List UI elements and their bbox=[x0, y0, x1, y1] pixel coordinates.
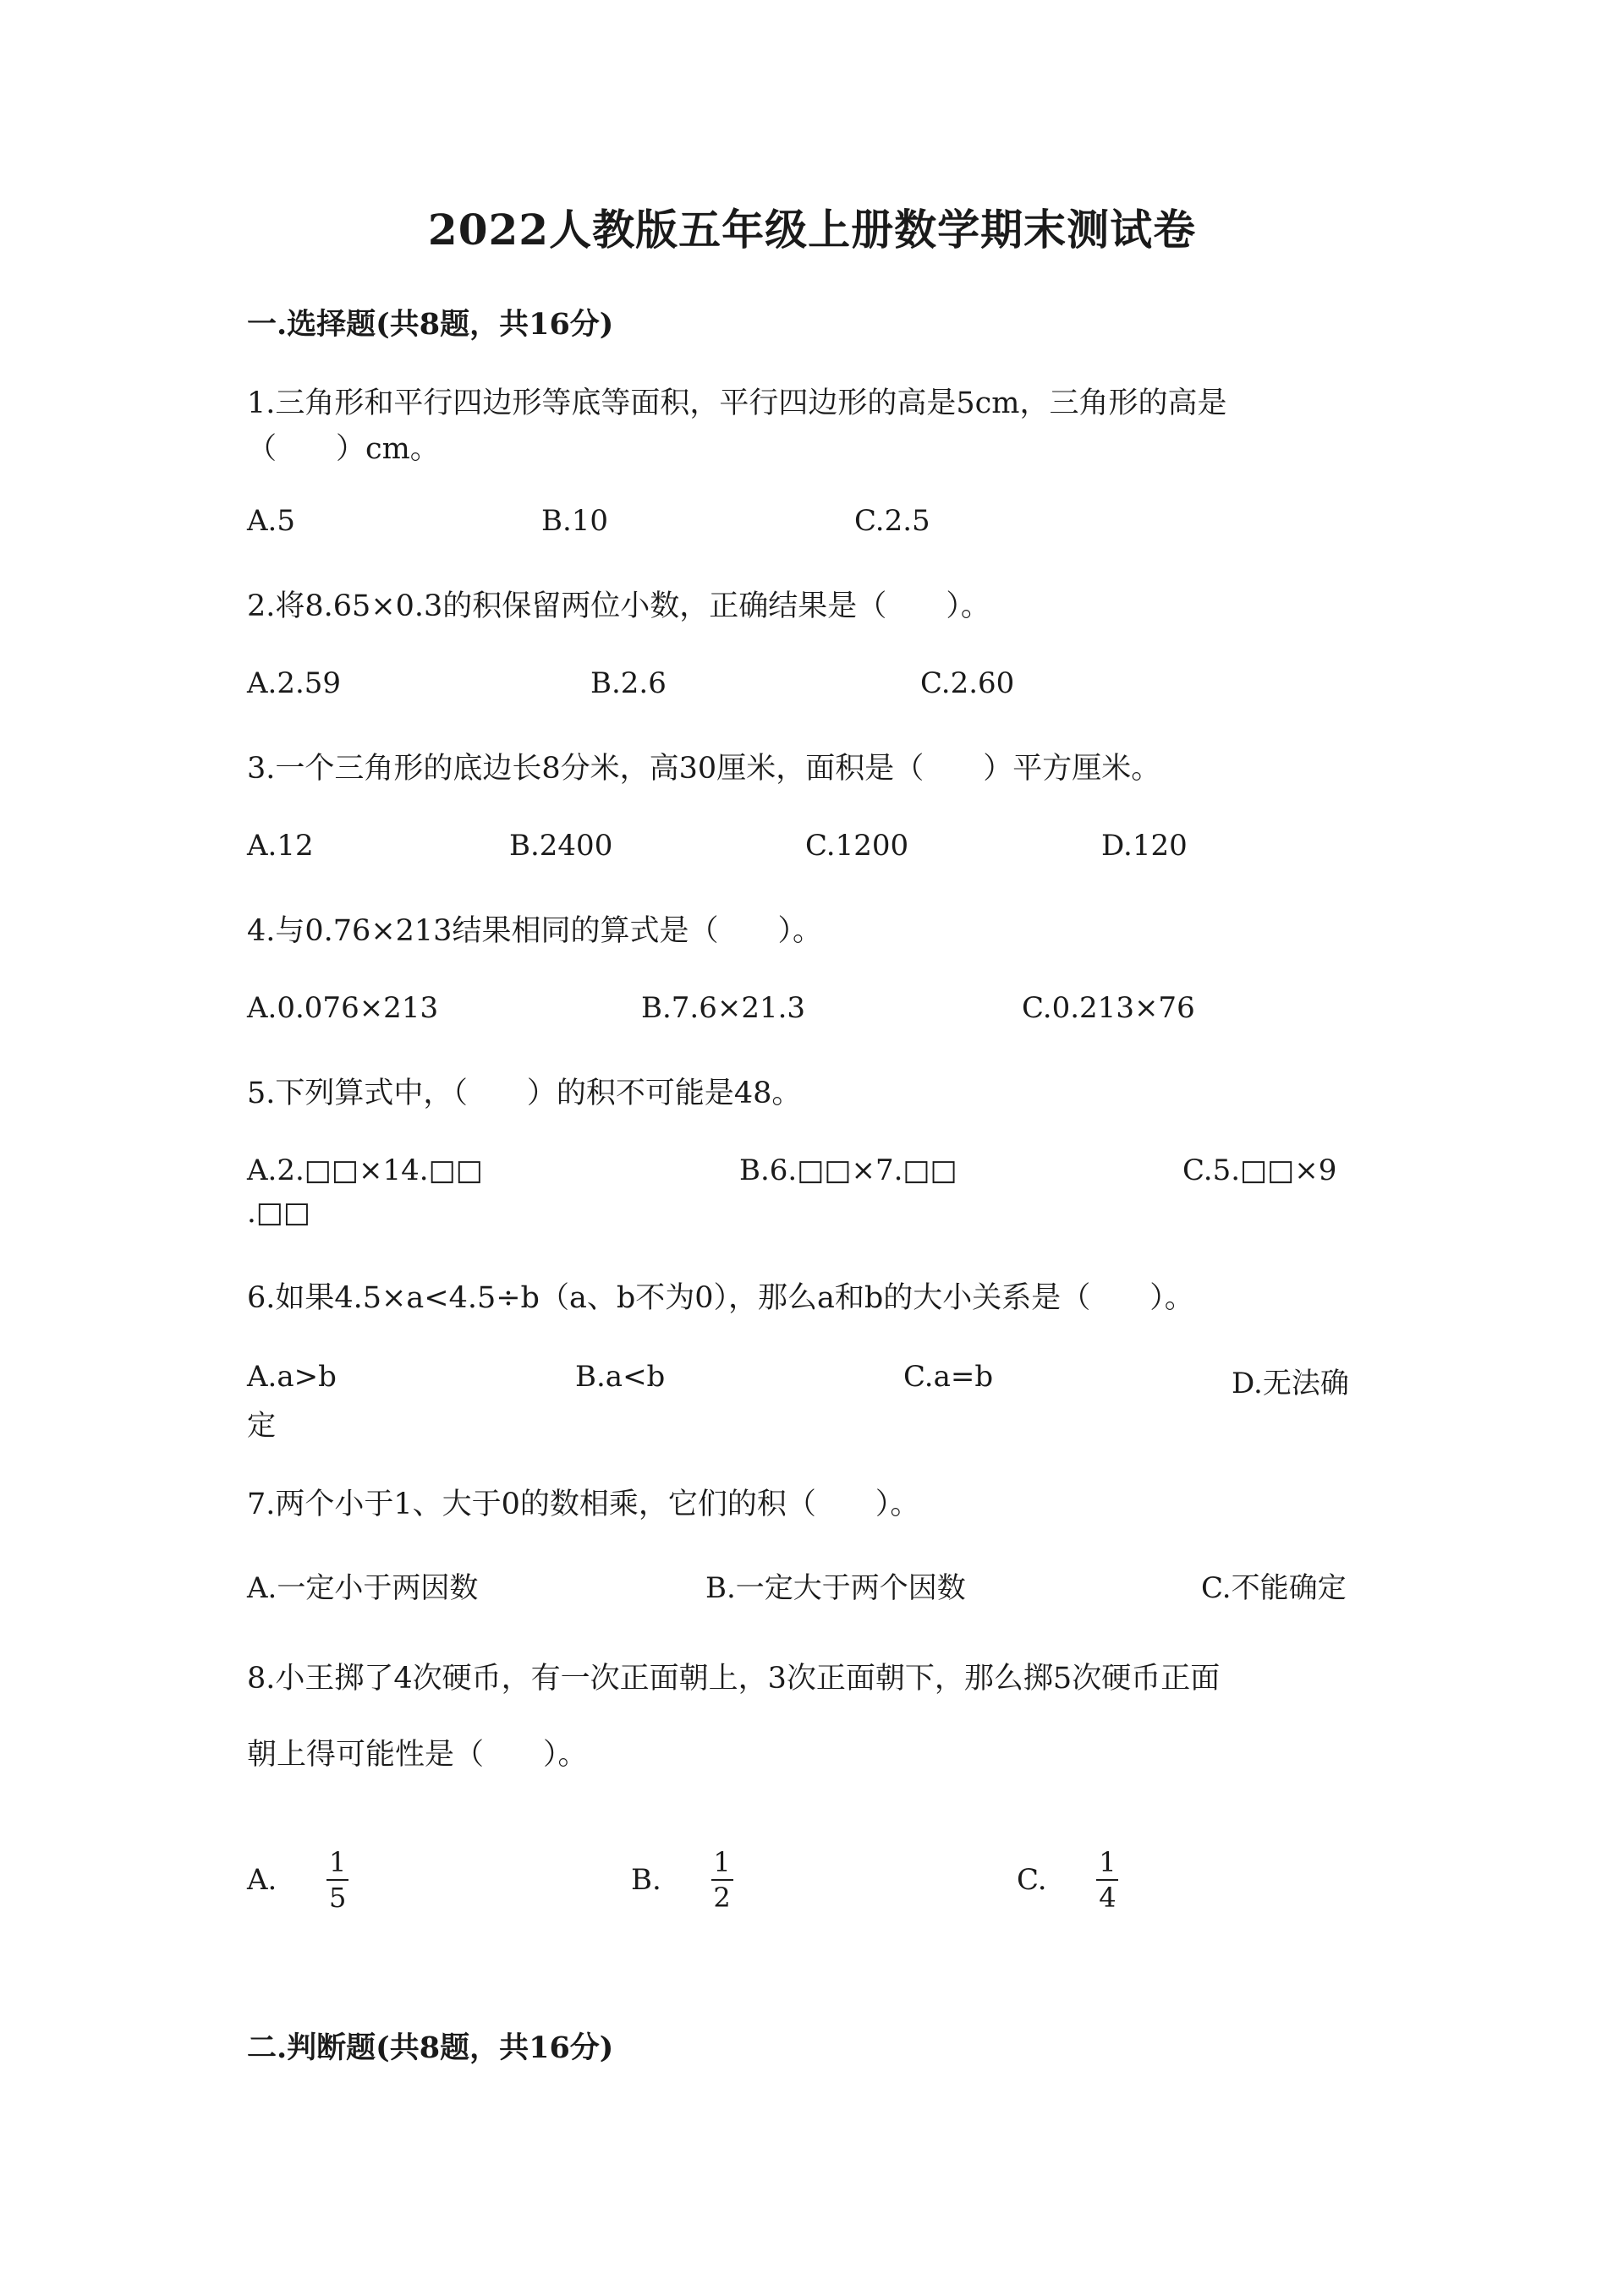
option-b[interactable]: B.6.□□×7.□□ bbox=[739, 1153, 957, 1187]
question-1 bbox=[247, 381, 1406, 472]
fraction-bar bbox=[1096, 1879, 1118, 1881]
question-3-options bbox=[247, 829, 1414, 874]
option-c[interactable]: C.2.60 bbox=[920, 666, 1015, 700]
option-a[interactable]: A.0.076×213 bbox=[247, 991, 439, 1025]
option-b[interactable]: B.2400 bbox=[509, 829, 613, 863]
option-b-label: B. bbox=[631, 1863, 661, 1897]
option-a[interactable]: A.12 bbox=[247, 829, 314, 863]
fraction bbox=[1096, 1847, 1118, 1913]
numerator: 1 bbox=[329, 1846, 347, 1878]
option-b[interactable]: B.2.6 bbox=[590, 666, 667, 700]
option-c[interactable]: C.不能确定 bbox=[1201, 1571, 1347, 1605]
option-c[interactable]: C.2.5 bbox=[854, 504, 930, 538]
option-d[interactable]: D.无法确 bbox=[1232, 1367, 1349, 1400]
fraction-bar bbox=[326, 1879, 348, 1881]
option-a[interactable]: A.一定小于两因数 bbox=[247, 1571, 479, 1605]
option-c-wrap: .□□ bbox=[247, 1196, 311, 1230]
option-b[interactable]: B.a<b bbox=[575, 1360, 666, 1394]
option-d-wrap: 定 bbox=[247, 1409, 276, 1443]
section-heading-judgment: 二.判断题(共8题，共16分) bbox=[247, 2030, 614, 2065]
page-title: 2022人教版五年级上册数学期末测试卷 bbox=[427, 205, 1197, 255]
question-5: 5.下列算式中，（ ）的积不可能是48。 bbox=[247, 1077, 802, 1110]
option-a[interactable] bbox=[247, 1847, 348, 1913]
question-1-line1: 1.三角形和平行四边形等底等面积，平行四边形的高是5cm，三角形的高是 bbox=[247, 386, 1227, 420]
denominator: 5 bbox=[329, 1882, 347, 1914]
question-2: 2.将8.65×0.3的积保留两位小数，正确结果是（ ）。 bbox=[247, 589, 990, 623]
option-c[interactable]: C.5.□□×9 bbox=[1182, 1153, 1337, 1187]
option-a[interactable]: A.5 bbox=[247, 504, 295, 538]
question-7: 7.两个小于1、大于0的数相乘，它们的积（ ）。 bbox=[247, 1488, 920, 1521]
question-6-options bbox=[247, 1360, 1414, 1406]
fraction bbox=[711, 1847, 733, 1913]
numerator: 1 bbox=[1099, 1846, 1116, 1878]
fraction-bar bbox=[711, 1879, 733, 1881]
question-1-line2: （ ）cm。 bbox=[247, 432, 440, 466]
section-heading-choice: 一.选择题(共8题，共16分) bbox=[247, 307, 614, 342]
option-a-label: A. bbox=[247, 1863, 277, 1897]
question-7-options bbox=[247, 1564, 1414, 1610]
fraction bbox=[326, 1847, 348, 1913]
option-c-label: C. bbox=[1017, 1863, 1047, 1897]
numerator: 1 bbox=[713, 1846, 731, 1878]
option-a[interactable]: A.a>b bbox=[247, 1360, 337, 1394]
denominator: 2 bbox=[713, 1882, 731, 1914]
option-c[interactable]: C.a=b bbox=[903, 1360, 994, 1394]
question-8-line2: 朝上得可能性是（ ）。 bbox=[247, 1738, 588, 1772]
option-a[interactable]: A.2.59 bbox=[247, 666, 342, 700]
option-c[interactable]: C.1200 bbox=[805, 829, 909, 863]
question-2-options bbox=[247, 666, 1414, 712]
question-4-options bbox=[247, 991, 1414, 1037]
question-4: 4.与0.76×213结果相同的算式是（ ）。 bbox=[247, 914, 822, 948]
option-b[interactable] bbox=[631, 1847, 733, 1913]
question-8 bbox=[247, 1641, 1406, 1793]
option-d[interactable]: D.120 bbox=[1101, 829, 1188, 863]
question-5-options bbox=[247, 1153, 1414, 1199]
option-c[interactable]: C.0.213×76 bbox=[1022, 991, 1195, 1025]
option-b[interactable]: B.一定大于两个因数 bbox=[705, 1571, 966, 1605]
question-1-options bbox=[247, 504, 1414, 550]
denominator: 4 bbox=[1099, 1882, 1116, 1914]
option-b[interactable]: B.7.6×21.3 bbox=[641, 991, 806, 1025]
option-a[interactable]: A.2.□□×14.□□ bbox=[247, 1153, 483, 1187]
question-6: 6.如果4.5×a<4.5÷b（a、b不为0），那么a和b的大小关系是（ ）。 bbox=[247, 1281, 1194, 1315]
question-3: 3.一个三角形的底边长8分米，高30厘米，面积是（ ）平方厘米。 bbox=[247, 752, 1161, 786]
question-8-line1: 8.小王掷了4次硬币，有一次正面朝上，3次正面朝下，那么掷5次硬币正面 bbox=[247, 1662, 1221, 1696]
question-8-options bbox=[247, 1847, 1414, 1923]
option-b[interactable]: B.10 bbox=[541, 504, 609, 538]
option-c[interactable] bbox=[1017, 1847, 1118, 1913]
